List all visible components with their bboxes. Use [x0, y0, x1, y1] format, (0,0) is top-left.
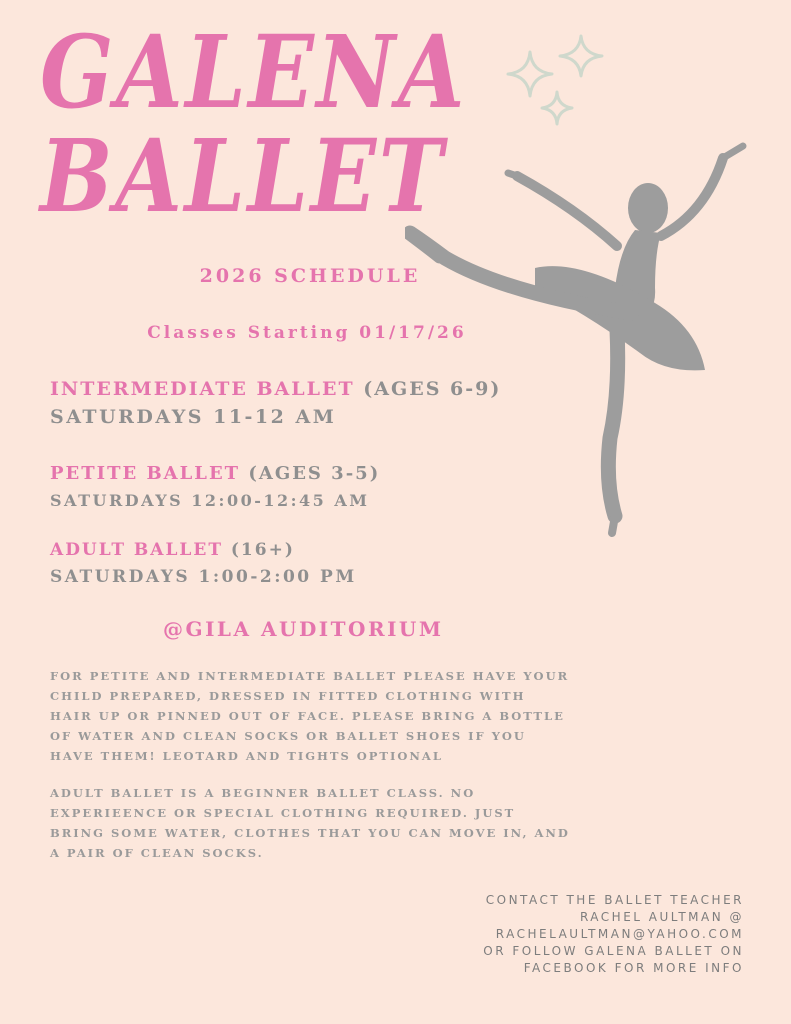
- schedule-title: 2026 SCHEDULE: [199, 265, 421, 287]
- class-ages: (AGES 6-9): [363, 378, 502, 400]
- class-time: SATURDAYS 1:00-2:00 PM: [50, 567, 357, 587]
- class-name: PETITE BALLET: [50, 463, 241, 484]
- class-ages: (AGES 3-5): [248, 463, 381, 484]
- contact-line: RACHEL AULTMAN @: [579, 910, 744, 924]
- class-name: INTERMEDIATE BALLET: [50, 378, 355, 400]
- contact-email: RACHELAULTMAN@YAHOO.COM: [495, 927, 744, 941]
- contact-line: CONTACT THE BALLET TEACHER: [485, 893, 744, 907]
- classes-start-date: Classes Starting 01/17/26: [147, 323, 467, 343]
- title-line-1: GALENA: [40, 13, 468, 131]
- venue: @GILA AUDITORIUM: [163, 617, 444, 641]
- class-ages: (16+): [230, 540, 295, 560]
- contact-info: [414, 892, 744, 977]
- contact-line: FACEBOOK FOR MORE INFO: [523, 961, 744, 975]
- class-time: SATURDAYS 12:00-12:45 AM: [50, 491, 370, 510]
- class-time: SATURDAYS 11-12 AM: [50, 406, 337, 428]
- class-heading: [50, 540, 357, 560]
- adult-class-notes: ADULT BALLET IS A BEGINNER BALLET CLASS. NO EXPERIEENCE OR SPECIAL CLOTHING REQUIRED. JUST BRING SOME WATER, CLOTHES THAT YOU CAN MOVE IN, AND A PAIR OF CLEAN SOCKS.: [50, 786, 570, 860]
- class-name: ADULT BALLET: [50, 540, 223, 560]
- class-heading: [50, 463, 380, 484]
- class-heading: [50, 378, 501, 400]
- title-line-2: BALLET: [40, 117, 446, 235]
- contact-line: OR FOLLOW GALENA BALLET ON: [483, 944, 744, 958]
- sparkles-icon: [494, 30, 614, 140]
- class-intermediate: [50, 378, 501, 428]
- ballerina-silhouette: [405, 138, 765, 548]
- class-adult: [50, 540, 357, 587]
- youth-class-notes: FOR PETITE AND INTERMEDIATE BALLET PLEASE HAVE YOUR CHILD PREPARED, DRESSED IN FITTED CLOTHING WITH HAIR UP OR PINNED OUT OF FACE. PLEASE BRING A BOTTLE OF WATER AND CLEAN SOCKS OR BALLET SHOES IF YOU HAVE THEM! LEOTARD AND TIGHTS OPTIONAL: [50, 669, 570, 763]
- class-petite: [50, 463, 380, 510]
